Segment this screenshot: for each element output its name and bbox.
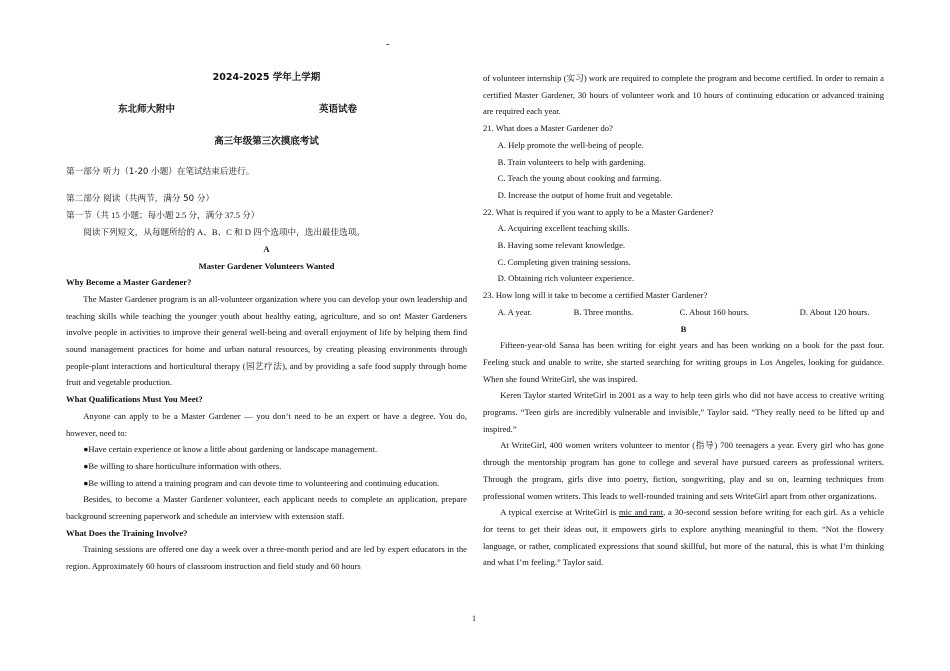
question-option: D. Obtaining rich volunteer experience.: [497, 273, 635, 284]
question-option: D. About 120 hours.: [799, 306, 870, 317]
page-number: 1: [472, 614, 476, 623]
passage-a-paragraph-4: Training sessions are offered one day a week over a three-month period and are led by expert educators in the region. Approximately 60 hours of classroom instruction and field study and 60 hours: [66, 544, 467, 572]
part2-heading: 第二部分 阅读（共两节，满分 50 分）: [66, 193, 215, 204]
exam-title: 高三年级第三次摸底考试: [214, 136, 319, 147]
passage-b-paragraph-3: At WriteGirl, 400 women writers volunteer to mentor (指导) 700 teenagers a year. Every girl who has gone through the mentorship program has gone to college and several have pursued careers as professional writers. Through the program, girls dive into poetry, fiction, songwriting, play and so on, learning techniques from professional women writers. This leads to well-rounded training and sets WriteGirl apart from other organizations.: [483, 440, 884, 501]
question-option: B. Three months.: [573, 306, 634, 317]
passage-b-paragraph-1: Fifteen-year-old Sansa has been writing for eight years and has been working on a book for the past four. Feeling stuck and unable to write, she started searching for writing groups in Los Angeles, looking for guidance. When she found WriteGirl, she was inspired.: [483, 340, 884, 384]
passage-a-paragraph-4-continued: of volunteer internship (实习) work are required to complete the program and become certified. In order to remain a certified Master Gardener, 30 hours of volunteer work and 10 hours of continuing education or advanced training are required each year.: [483, 73, 884, 117]
question-option: A. Acquiring excellent teaching skills.: [497, 223, 630, 234]
exam-header-row: [66, 102, 467, 134]
section1-heading: 第一节（共 15 小题；每小题 2.5 分，满分 37.5 分）: [66, 210, 260, 221]
question-option: B. Having some relevant knowledge.: [497, 240, 626, 251]
passage-a-heading-1: Why Become a Master Gardener?: [66, 277, 192, 288]
right-column: [483, 70, 884, 571]
paragraph-text: , a 30-second session before writing for each girl. As a vehicle for teens to get their ideas out, it empowers girls to explore anything meaningful to them. “Not the flowery language, or rather, complicated expressions that sound skillful, but more of the natural, this is what I’m thinking and what I’m feeling.” Taylor said.: [483, 507, 885, 568]
question-option: C. Completing given training sessions.: [497, 256, 631, 267]
question-stem: 23. How long will it take to become a certified Master Gardener?: [483, 290, 708, 301]
question-option: C. About 160 hours.: [679, 306, 750, 317]
paragraph-text: A typical exercise at WriteGirl is: [500, 507, 619, 518]
question-option: A. A year.: [497, 306, 532, 317]
question-option: B. Train volunteers to help with gardening.: [497, 156, 646, 167]
question-option: D. Increase the output of home fruit and vegetable.: [497, 189, 673, 200]
passage-b-paragraph-2: Keren Taylor started WriteGirl in 2001 as a way to help teen girls who did not have access to creative writing programs. “Teen girls are incredibly vulnerable and invisible,” Taylor said. “They really need to be lifted up and inspired.”: [483, 390, 884, 434]
passage-a-paragraph-3: Besides, to become a Master Gardener volunteer, each applicant needs to complete an application, prepare background screening paperwork and schedule an interview with extension staff.: [66, 494, 467, 522]
passage-b-paragraph-4: [483, 504, 884, 571]
instruction: 阅读下列短文，从每题所给的 A、B、C 和 D 四个选项中，选出最佳选项。: [83, 227, 365, 238]
passage-a-heading-3: What Does the Training Involve?: [66, 527, 188, 538]
passage-a-label: A: [263, 243, 270, 254]
passage-a-title: Master Gardener Volunteers Wanted: [198, 260, 335, 271]
part1-note: 第一部分 听力（1-20 小题）在笔试结束后进行。: [66, 167, 255, 177]
question-stem: 22. What is required if you want to apply to be a Master Gardener?: [483, 206, 714, 217]
passage-b-label: B: [680, 323, 687, 334]
question-option: A. Help promote the well-being of people.: [497, 139, 644, 150]
passage-a-heading-2: What Qualifications Must You Meet?: [66, 394, 203, 405]
question-options-row: [483, 304, 884, 321]
passage-a-paragraph-2: Anyone can apply to be a Master Gardener — you don’t need to be an expert or have a degree. You do, however, need to:: [66, 410, 467, 438]
subject-name: 英语试卷: [318, 104, 357, 115]
top-mark: -: [386, 39, 390, 50]
bullet-item: ●Be willing to attend a training program and can devote time to volunteering and continuing education.: [83, 477, 440, 488]
passage-a-paragraph-1: The Master Gardener program is an all-volunteer organization where you can develop your own leadership and teaching skills while teaching the younger youth about healthy eating, agriculture, and so on! Master Gardeners involve people in activities to improve their general well-being and overall enjoyment of life by helping them find sound management practices for home and urban natural resources, by creating pleasing environments through people-plant interactions and horticultural therapy (园艺疗法), and by providing a safe food supply through home fruit and vegetable production.: [66, 293, 467, 388]
exam-year-term: 2024-2025 学年上学期: [212, 72, 321, 83]
question-stem: 21. What does a Master Gardener do?: [483, 123, 613, 134]
bullet-item: ●Be willing to share horticulture information with others.: [83, 460, 282, 471]
underlined-phrase: mic and rant: [618, 507, 664, 518]
left-column: [66, 70, 467, 575]
question-option: C. Teach the young about cooking and farming.: [497, 173, 662, 184]
bullet-item: ●Have certain experience or know a little about gardening or landscape management.: [83, 444, 378, 455]
school-name: 东北师大附中: [118, 104, 176, 115]
